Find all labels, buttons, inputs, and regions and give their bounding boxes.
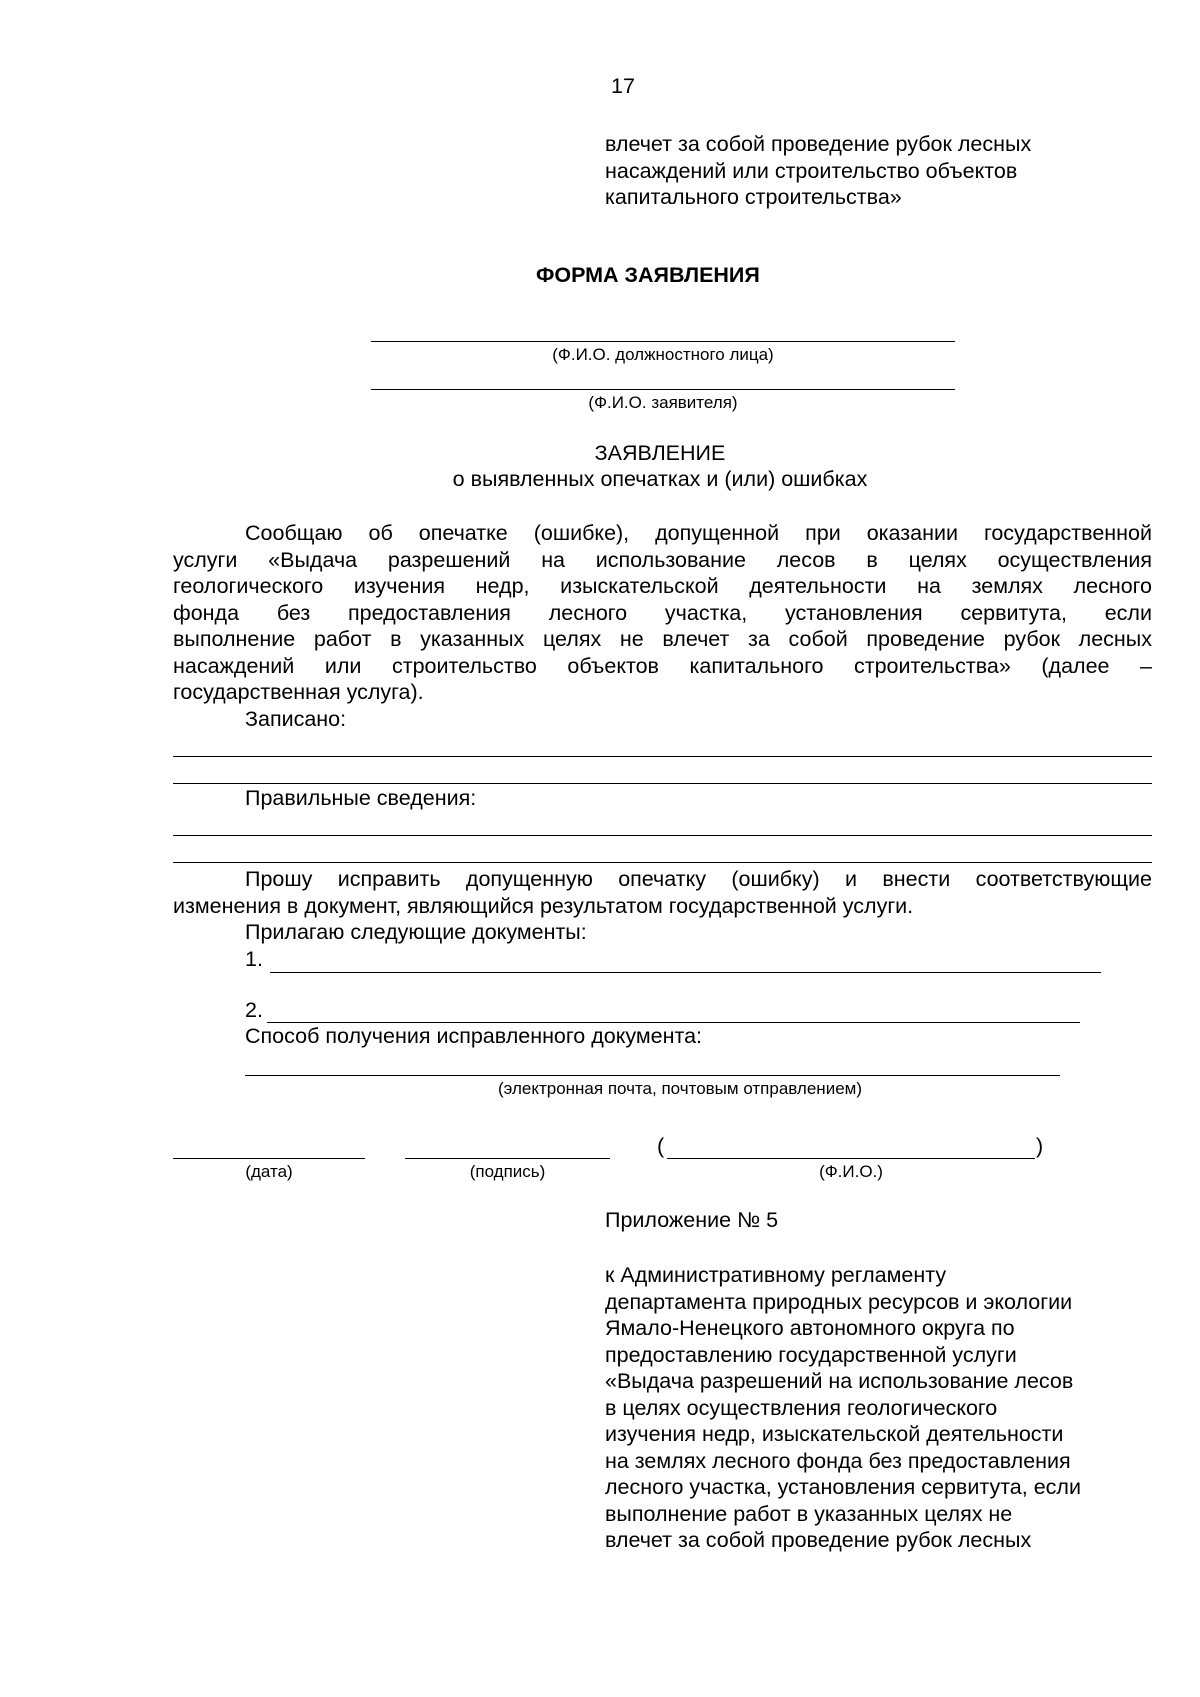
body-line: государственная услуга). [173,680,424,704]
appendix-line: изучения недр, изыскательской деятельности [605,1422,1064,1446]
request-line: изменения в документ, являющийся результатом государственной услуги. [173,893,914,918]
body-paragraph [173,520,1152,706]
body-line: услуги «Выдача разрешений на использование лесов в целях осуществления [173,547,1152,572]
appendix-line: в целях осуществления геологического [605,1395,998,1420]
name-line [667,1158,1035,1159]
attachments-label: Прилагаю следующие документы: [245,920,587,944]
attachment-item-1-number: 1. [245,947,263,971]
top-block-line: насаждений или строительство объектов [605,158,1018,183]
appendix-line: «Выдача разрешений на использование лесов [605,1369,1074,1393]
correct-info-label: Правильные сведения: [245,786,477,810]
written-label: Записано: [245,707,347,731]
delivery-method-label: Способ получения исправленного документа: [245,1024,703,1048]
top-continuation-block [605,131,1031,211]
written-line-1 [173,756,1152,757]
appendix-line: к Административному регламенту [605,1263,947,1287]
attachment-item-1-line [270,972,1101,973]
correct-line-1 [173,835,1152,836]
appendix-description [605,1262,1081,1554]
body-line: геологического изучения недр, изыскательской деятельности на землях лесного [173,574,1152,598]
top-block-line: капитального строительства» [605,185,902,209]
date-caption: (дата) [245,1162,293,1181]
correct-line-2 [173,862,1152,863]
form-title: ФОРМА ЗАЯВЛЕНИЯ [536,263,760,287]
delivery-method-caption: (электронная почта, почтовым отправлением) [498,1079,862,1098]
body-line: выполнение работ в указанных целях не влечет за собой проведение рубок лесных [173,627,1152,651]
signature-caption: (подпись) [469,1162,546,1181]
name-close-paren: ) [1036,1134,1044,1158]
appendix-line: лесного участка, установления сервитута, если [605,1475,1081,1499]
delivery-method-line [245,1075,1060,1076]
name-caption: (Ф.И.О.) [819,1162,883,1181]
applicant-name-line [371,389,955,390]
signature-line [405,1158,610,1159]
attachment-item-2-number: 2. [245,998,263,1022]
applicant-name-caption: (Ф.И.О. заявителя) [588,393,738,412]
body-line: фонда без предоставления лесного участка, установления сервитута, если [173,600,1152,625]
request-line: Прошу исправить допущенную опечатку (ошибку) и внести соответствующие [245,867,1152,891]
official-name-line [371,341,955,342]
date-line [173,1158,365,1159]
appendix-line: Ямало-Ненецкого автономного округа по [605,1316,1015,1340]
name-open-paren: ( [657,1134,665,1158]
appendix-line: предоставлению государственной услуги [605,1342,1017,1367]
statement-subtitle: о выявленных опечатках и (или) ошибках [452,467,868,491]
appendix-line: выполнение работ в указанных целях не [605,1501,1013,1526]
appendix-number: Приложение № 5 [605,1208,779,1232]
request-paragraph [173,866,1152,919]
official-name-caption: (Ф.И.О. должностного лица) [552,345,774,364]
statement-title: ЗАЯВЛЕНИЕ [594,441,726,465]
top-block-line: влечет за собой проведение рубок лесных [605,132,1032,156]
body-line: насаждений или строительство объектов капитального строительства» (далее – [173,653,1152,678]
body-line: Сообщаю об опечатке (ошибке), допущенной при оказании государственной [245,521,1152,545]
appendix-line: влечет за собой проведение рубок лесных [605,1528,1032,1552]
appendix-line: департамента природных ресурсов и экологии [605,1289,1073,1314]
appendix-line: на землях лесного фонда без предоставления [605,1448,1071,1473]
page-number: 17 [611,74,635,98]
written-line-2 [173,783,1152,784]
